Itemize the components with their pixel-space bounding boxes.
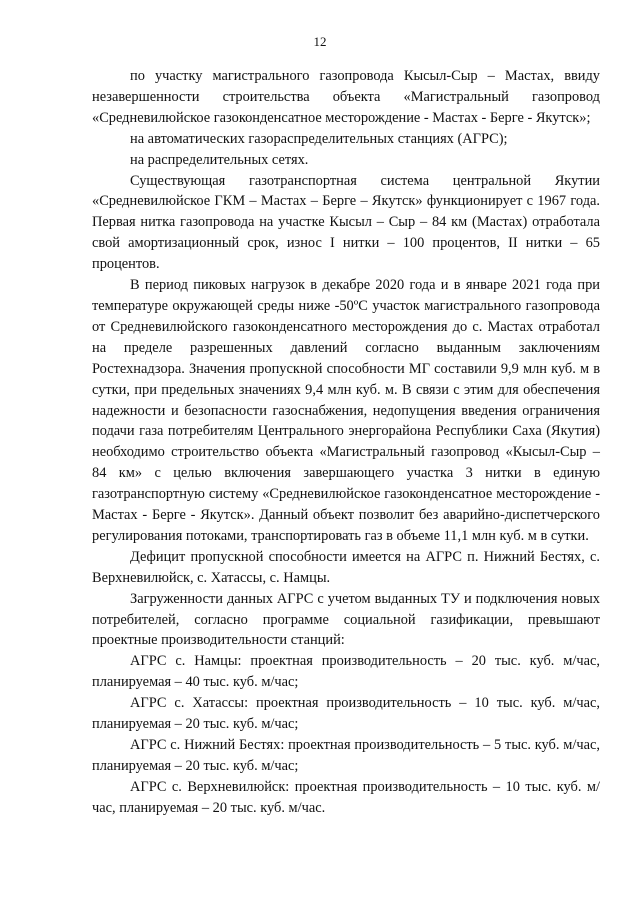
body-text — [92, 66, 600, 819]
paragraph: Загруженности данных АГРС с учетом выданных ТУ и подключения новых потребителей, согласно программе социальной газификации, превышают проектные производительности станций: — [92, 590, 600, 649]
paragraph: по участку магистрального газопровода Кысыл-Сыр – Мастах, ввиду незавершенности строительства объекта «Магистральный газопровод «Средневилюйское газоконденсатное месторождение - Мастах - Берге - Якутск»; — [92, 68, 600, 126]
paragraph: Дефицит пропускной способности имеется на АГРС п. Нижний Бестях, с. Верхневилюйск, с. Хатассы, с. Намцы. — [92, 548, 600, 586]
paragraph: АГРС с. Намцы: проектная производительность – 20 тыс. куб. м/час, планируемая – 40 тыс. куб. м/час; — [92, 653, 600, 691]
paragraph: АГРС с. Хатассы: проектная производительность – 10 тыс. куб. м/час, планируемая – 20 тыс. куб. м/час; — [92, 695, 600, 733]
paragraph: АГРС с. Верхневилюйск: проектная производительность – 10 тыс. куб. м/час, планируемая – 20 тыс. куб. м/час. — [92, 778, 600, 816]
paragraph: на автоматических газораспределительных станциях (АГРС); — [130, 130, 508, 147]
paragraph: АГРС с. Нижний Бестях: проектная производительность – 5 тыс. куб. м/час, планируемая – 20 тыс. куб. м/час; — [92, 737, 600, 774]
paragraph: Существующая газотранспортная система центральной Якутии «Средневилюйское ГКМ – Мастах – Берге – Якутск» функционирует с 1967 года. Первая нитка газопровода на участке Кысыл – Сыр – 84 км (Мастах) отработала свой амортизационный срок, износ I нитки – 100 процентов, II нитки – 65 процентов. — [92, 172, 600, 273]
paragraph: В период пиковых нагрузок в декабре 2020 года и в январе 2021 года при температуре окружающей среды ниже -50ºС участок магистрального газопровода от Средневилюйского газоконденсатного месторождения до с. Мастах отработал на пределе разрешенных давлений согласно выданным заключениям Ростехнадзора. Значения пропускной способности МГ составили 9,9 млн куб. м в сутки, при предельных значениях 9,4 млн куб. м. В связи с этим для обеспечения надежности и безопасности газоснабжения, недопущения введения ограничения подачи газа потребителям Центрального энергорайона Республики Саха (Якутия) необходимо строительство объекта «Магистральный газопровод «Кысыл-Сыр – 84 км» с целью включения завершающего участка 3 нитки в единую газотранспортную систему «Средневилюйское газоконденсатное месторождение - Мастах - Берге - Якутск». Данный объект позволит без аварийно-диспетчерского регулирования потоками, транспортировать газ в объеме 11,1 млн куб. м в сутки. — [92, 277, 600, 544]
paragraph: на распределительных сетях. — [130, 151, 309, 168]
page-number: 12 — [313, 34, 327, 49]
